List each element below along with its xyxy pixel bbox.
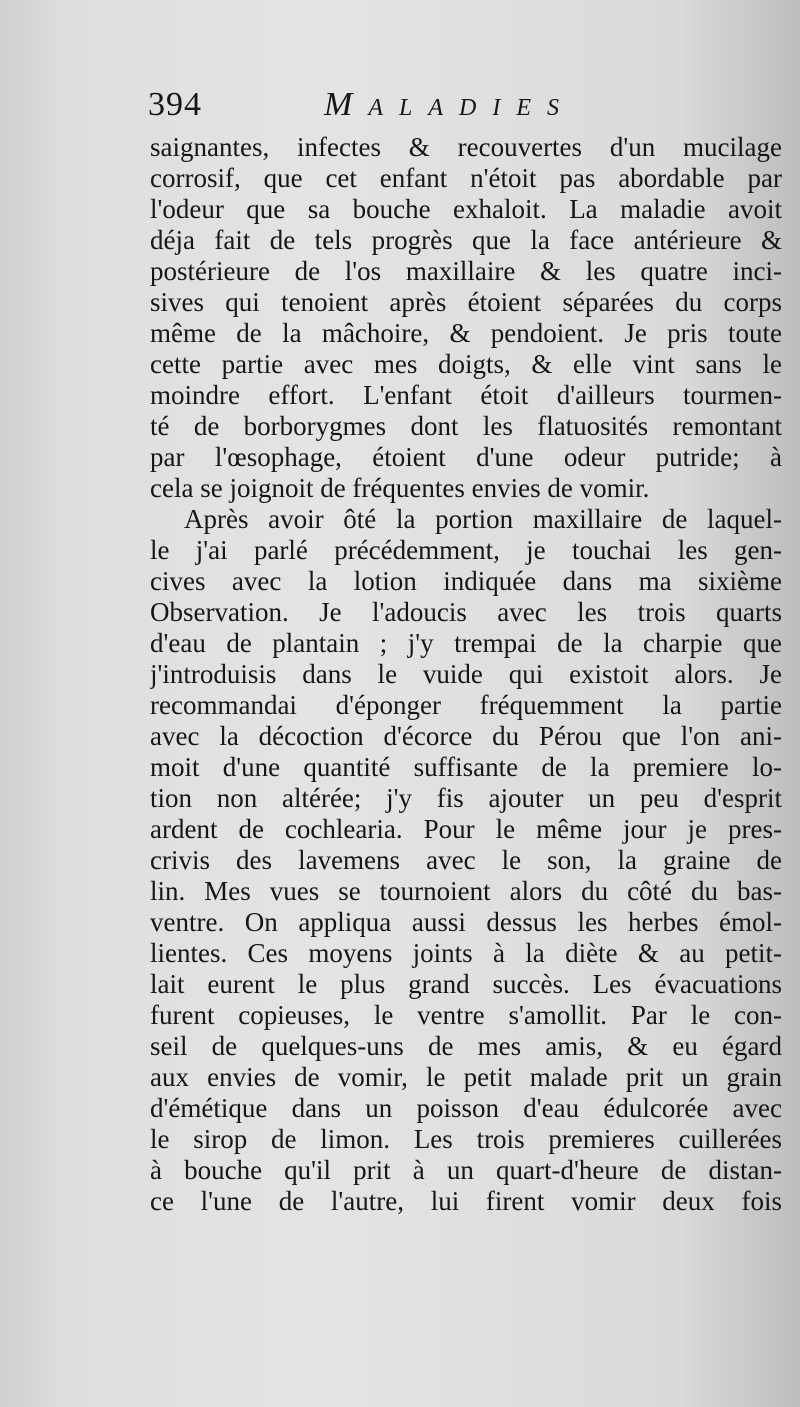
text-line: l'odeur que sa bouche exhaloit. La maladie avoit [150,194,782,224]
text-line: d'eau de plantain ; j'y trempai de la charpie que [150,628,782,658]
text-line: d'émétique dans un poisson d'eau édulcorée avec [150,1093,782,1123]
text-line: lait eurent le plus grand succès. Les évacuations [150,969,782,999]
text-line: té de borborygmes dont les flatuosités remontant [150,411,782,441]
text-line: ce l'une de l'autre, lui firent vomir deux fois [150,1186,782,1216]
text-line: même de la mâchoire, & pendoient. Je pris toute [150,318,782,348]
text-line: cela se joignoit de fréquentes envies de vomir. [150,473,650,503]
text-line: aux envies de vomir, le petit malade prit un grain [150,1062,782,1092]
text-line: moindre effort. L'enfant étoit d'ailleurs tourmen- [150,380,782,410]
text-line: corrosif, que cet enfant n'étoit pas abordable par [150,163,782,193]
text-line: cette partie avec mes doigts, & elle vint sans le [150,349,782,379]
text-line: tion non altérée; j'y fis ajouter un peu d'esprit [150,783,782,813]
text-line: cives avec la lotion indiquée dans ma sixième [150,566,782,596]
text-line: seil de quelques-uns de mes amis, & eu égard [150,1031,782,1061]
running-title: Maladies [324,86,575,123]
text-line: j'introduisis dans le vuide qui existoit alors. Je [150,659,782,689]
text-line: postérieure de l'os maxillaire & les quatre inci- [150,256,782,286]
text-line: à bouche qu'il prit à un quart-d'heure de distan- [150,1155,782,1185]
text-line: lientes. Ces moyens joints à la diète & au petit- [150,938,782,968]
text-line: par l'œsophage, étoient d'une odeur putride; à [150,442,782,472]
text-line: crivis des lavemens avec le son, la graine de [150,845,782,875]
page-header [148,86,768,130]
text-line: déja fait de tels progrès que la face antérieure & [150,225,782,255]
text-line: ventre. On appliqua aussi dessus les herbes émol- [150,907,782,937]
text-line: furent copieuses, le ventre s'amollit. Par le con- [150,1000,782,1030]
text-line: Observation. Je l'adoucis avec les trois quarts [150,597,782,627]
text-line: recommandai d'éponger fréquemment la partie [150,690,782,720]
text-line: sives qui tenoient après étoient séparées du corps [150,287,782,317]
text-line: saignantes, infectes & recouvertes d'un mucilage [150,132,782,162]
page-number: 394 [148,86,202,123]
text-line: le sirop de limon. Les trois premieres cuillerées [150,1124,782,1154]
paragraph-start-line: Après avoir ôté la portion maxillaire de laquel- [184,504,782,534]
text-line: avec la décoction d'écorce du Pérou que l'on ani- [150,721,782,751]
text-line: moit d'une quantité suffisante de la premiere lo- [150,752,782,782]
text-line: le j'ai parlé précédemment, je touchai les gen- [150,535,782,565]
text-line: ardent de cochlearia. Pour le même jour je pres- [150,814,782,844]
body-text [150,132,782,1217]
text-line: lin. Mes vues se tournoient alors du côté du bas- [150,876,782,906]
